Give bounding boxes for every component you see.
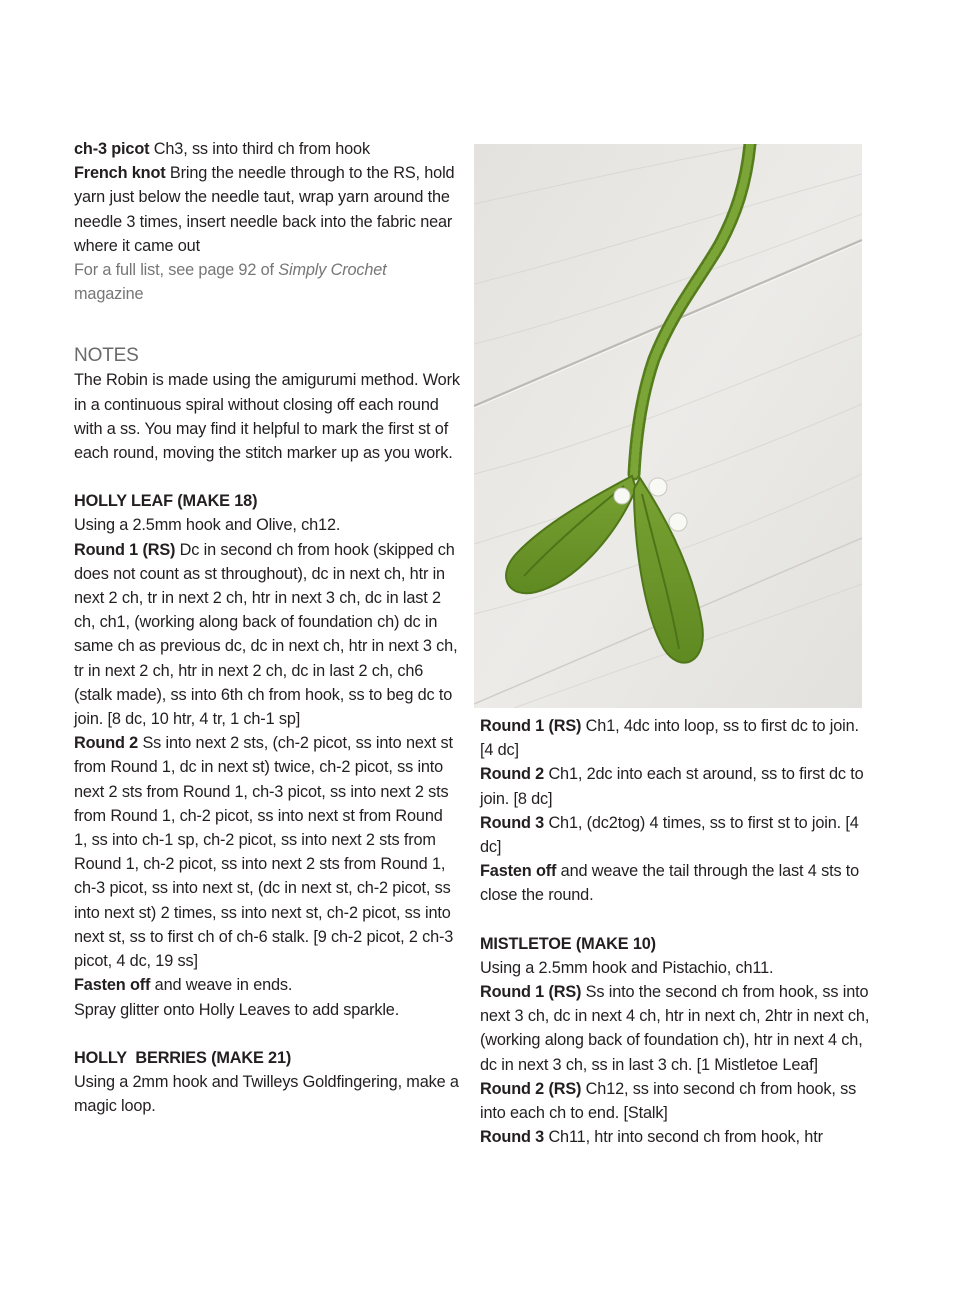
mistletoe-round-1 xyxy=(480,980,870,1077)
picot-term: ch-3 picot xyxy=(74,140,150,158)
mistletoe-photo xyxy=(474,144,862,708)
holly-berries-round-2 xyxy=(480,762,870,810)
round-label: Round 2 (RS) xyxy=(480,1079,582,1098)
holly-berries-intro: Using a 2mm hook and Twilleys Goldfingering, make a magic loop. xyxy=(74,1072,459,1116)
right-column xyxy=(480,714,870,1149)
magazine-title: Simply Crochet xyxy=(278,261,387,280)
ref-after: magazine xyxy=(74,285,144,304)
holly-berries-round-1 xyxy=(480,714,870,762)
holly-leaf-round-2 xyxy=(74,731,460,973)
holly-leaf-intro: Using a 2.5mm hook and Olive, ch12. xyxy=(74,516,341,535)
round-text: Ch1, 2dc into each st around, ss to first dc to join. [8 dc] xyxy=(480,765,864,808)
round-text: Ss into the second ch from hook, ss into next 3 ch, dc in next 4 ch, htr in next ch, 2htr in next ch, (working along back of foundation ch), htr in next 4 ch, dc in next 3 ch, ss in last 3 ch. [1 Mistletoe Leaf] xyxy=(480,983,870,1074)
holly-berries-fasten-off xyxy=(480,859,870,907)
round-text: Ch1, (dc2tog) 4 times, ss to first st to join. [4 dc] xyxy=(480,813,859,857)
holly-leaf-heading: HOLLY LEAF (MAKE 18) xyxy=(74,492,258,511)
french-knot-def: Bring the needle through to the RS, hold yarn just below the needle taut, wrap yarn around the needle 3 times, insert needle back into the fabric near where it came out xyxy=(74,164,455,255)
mistletoe-heading: MISTLETOE (MAKE 10) xyxy=(480,934,656,953)
round-label: Round 1 (RS) xyxy=(74,540,176,559)
fasten-off-text: and weave in ends. xyxy=(150,976,293,995)
picot-def: Ch3, ss into third ch from hook xyxy=(153,140,370,158)
round-text: Ch12, ss into second ch from hook, ss into each ch to end. [Stalk] xyxy=(480,1079,857,1123)
round-label: Round 2 xyxy=(74,734,139,753)
fasten-off-label: Fasten off xyxy=(480,862,557,881)
round-text: Ss into next 2 sts, (ch-2 picot, ss into next st from Round 1, dc in next st) twice, ch-2 picot, ss into next 2 sts from Round 1, ch-3 picot, ss into next 2 sts from Round 1, ch-2 picot, ss into next st from Round 1, ss into ch-1 sp, ch-2 picot, ss into next 2 sts from Round 1, ch-2 picot, ss into next 2 sts from Round 1, ch-3 picot, ss into next st, (dc in next st, ch-2 picot, ss into next st) 2 times, ss into next st, ch-2 picot, ss into next st, ss to first ch of ch-6 stalk. [9 ch-2 picot, 2 ch-3 picot, 4 dc, 19 ss] xyxy=(74,734,454,971)
round-label: Round 3 xyxy=(480,813,545,832)
mistletoe-round-3 xyxy=(480,1125,870,1149)
round-text: Dc in second ch from hook (skipped ch does not count as st throughout), dc in next ch, htr in next 2 ch, tr in next 2 ch, htr in next 3 ch, dc in last 2 ch, ch1, (working along back of foundation ch) dc in same ch as previous dc, dc in next ch, htr in next 3 ch, tr in next 2 ch, htr in next 2 ch, dc in last 2 ch, ch6 (stalk made), ss into 6th ch from hook, ss to beg dc to join. [8 dc, 10 htr, 4 tr, 1 ch-1 sp] xyxy=(74,540,458,729)
notes-text: The Robin is made using the amigurumi method. Work in a continuous spiral without closing off each round with a ss. You may find it helpful to mark the first st of each round, moving the stitch marker up as you work. xyxy=(74,371,460,463)
mistletoe-round-2 xyxy=(480,1077,870,1125)
holly-leaf-fasten-off xyxy=(74,973,460,997)
mistletoe-intro: Using a 2.5mm hook and Pistachio, ch11. xyxy=(480,958,774,977)
round-label: Round 1 (RS) xyxy=(480,983,582,1002)
round-label: Round 1 (RS) xyxy=(480,717,582,735)
french-knot-term: French knot xyxy=(74,164,166,183)
notes-heading: NOTES xyxy=(74,345,139,367)
fasten-off-text: and weave the tail through the last 4 sts to close the round. xyxy=(480,862,860,905)
left-column xyxy=(74,137,460,1118)
round-label: Round 3 xyxy=(480,1128,545,1147)
abbrev-reference xyxy=(74,258,460,306)
holly-berries-round-3 xyxy=(480,811,870,859)
ref-before: For a full list, see page 92 of xyxy=(74,261,279,280)
holly-leaf-spray: Spray glitter onto Holly Leaves to add sparkle. xyxy=(74,1000,400,1019)
holly-leaf-round-1 xyxy=(74,538,460,732)
round-text: Ch1, 4dc into loop, ss to first dc to join. [4 dc] xyxy=(480,717,859,760)
round-text: Ch11, htr into second ch from hook, htr xyxy=(544,1128,823,1147)
french-knot-definition xyxy=(74,161,460,258)
fasten-off-label: Fasten off xyxy=(74,976,151,995)
holly-berries-heading: HOLLY BERRIES (MAKE 21) xyxy=(74,1048,292,1067)
round-label: Round 2 xyxy=(480,765,545,784)
picot-definition xyxy=(74,137,460,161)
